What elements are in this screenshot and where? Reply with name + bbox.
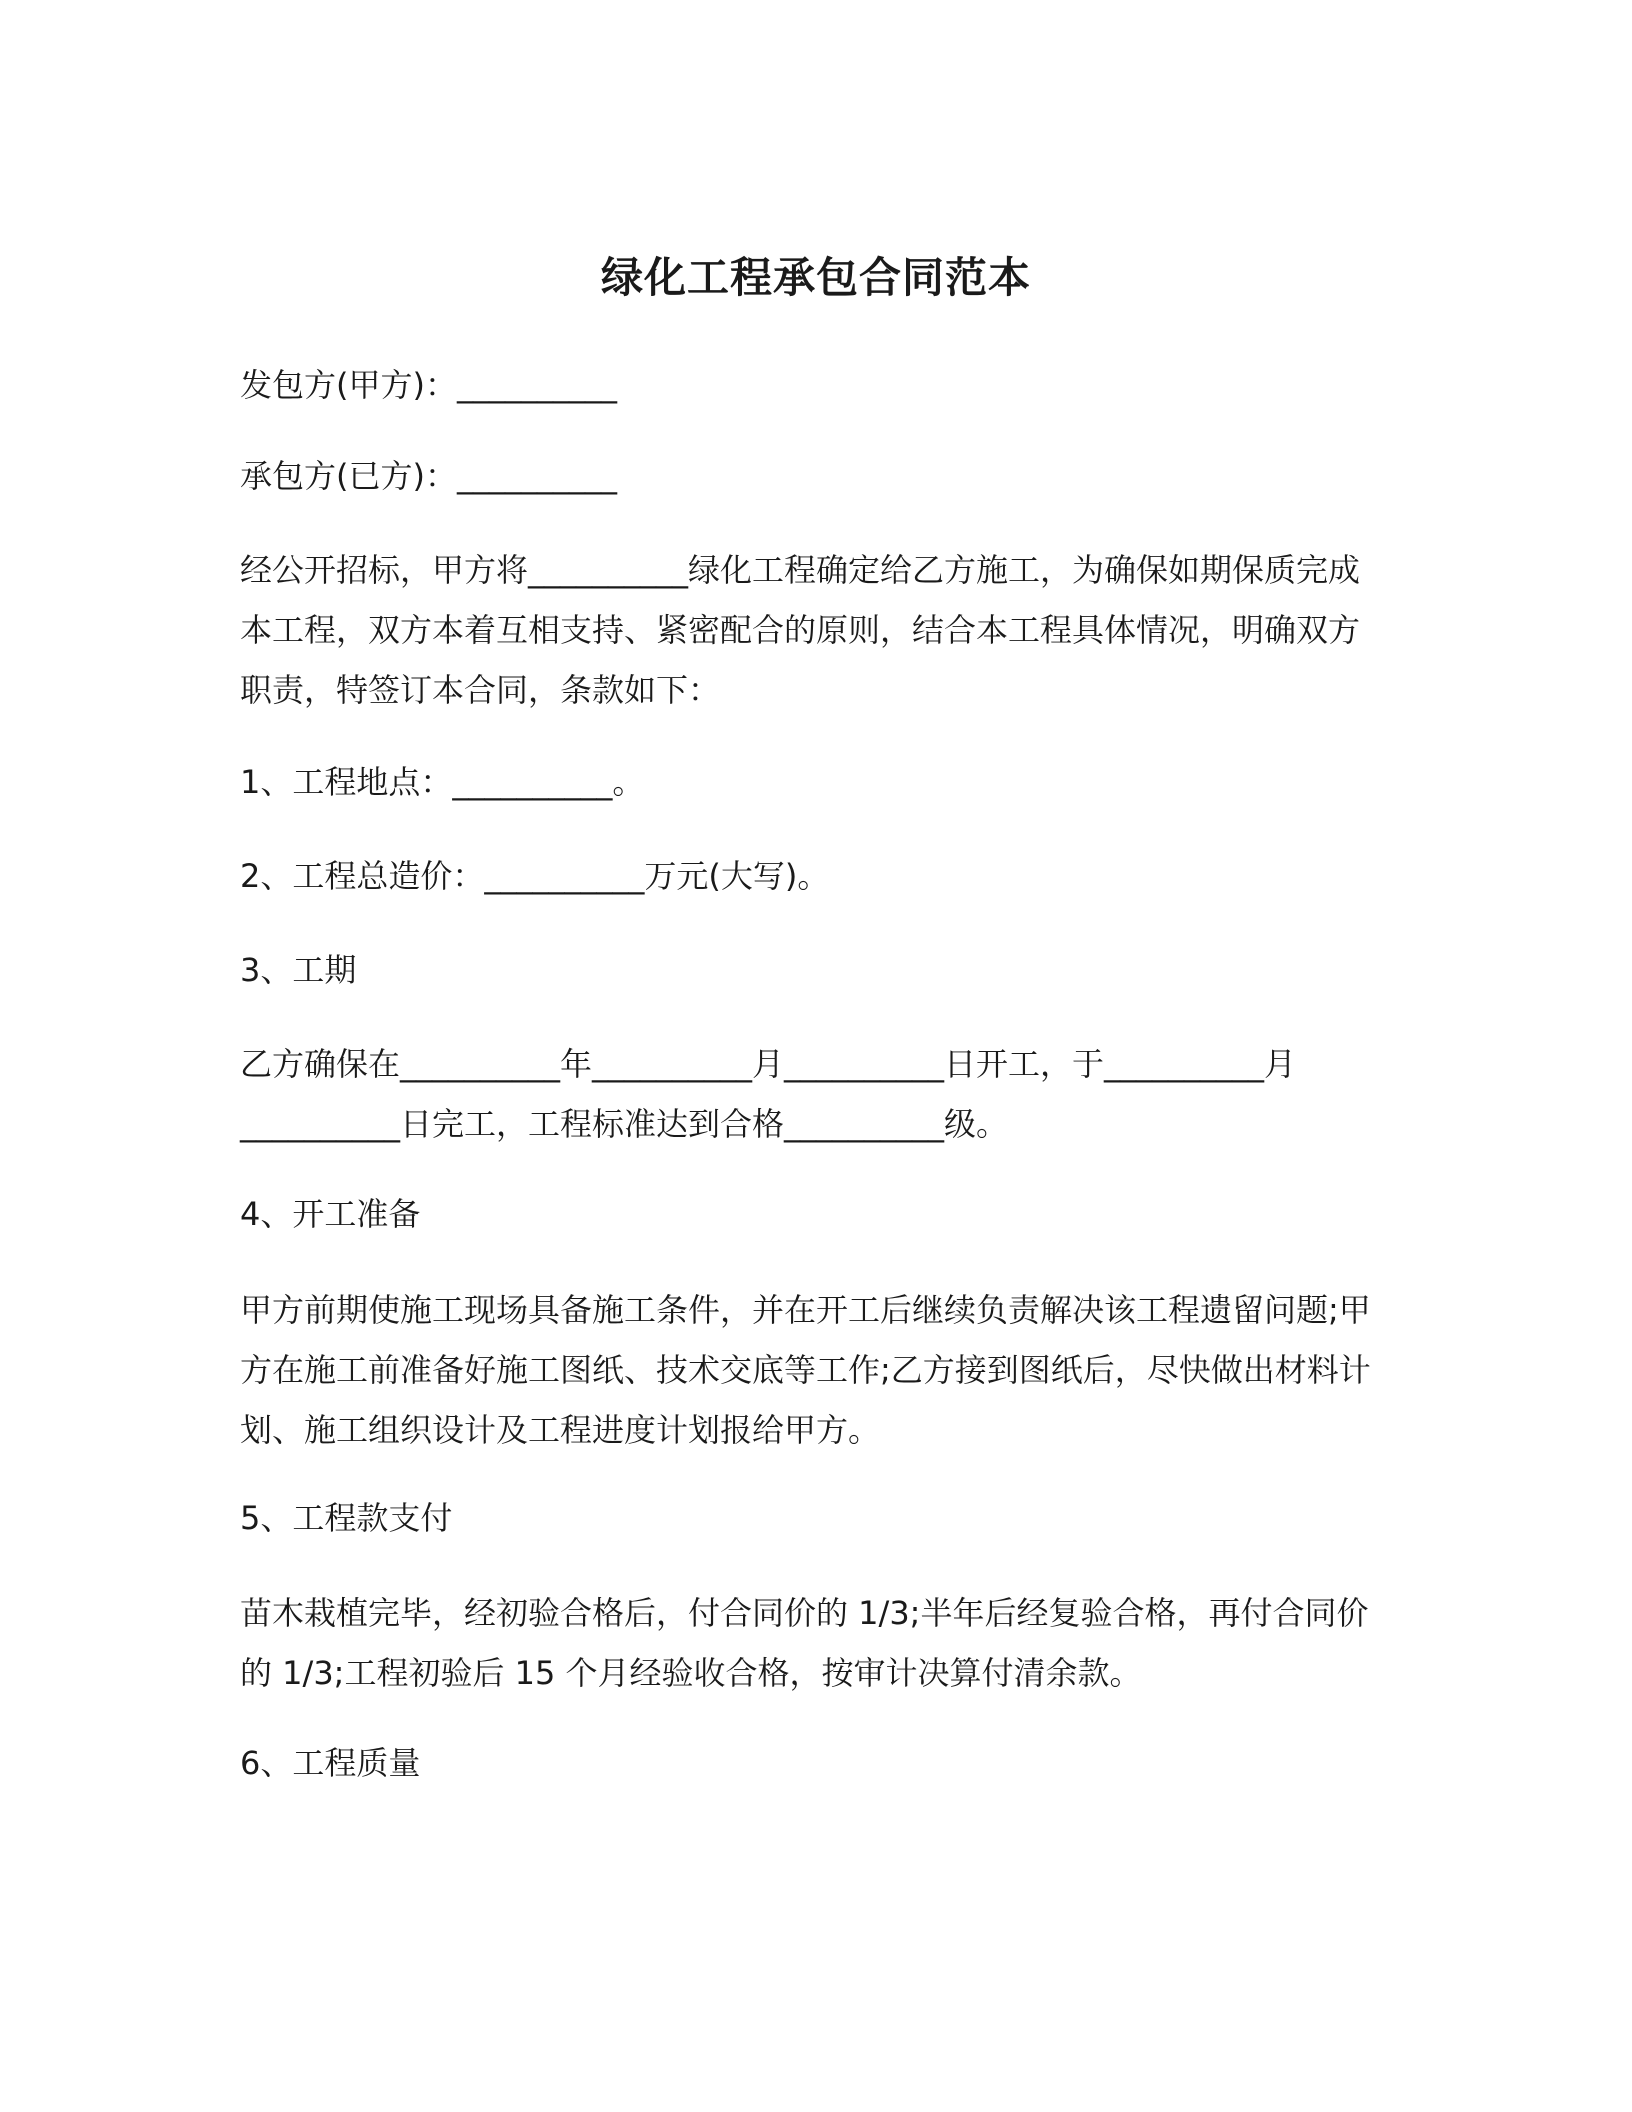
item-6-heading: 6、工程质量 <box>240 1744 421 1782</box>
item-4-heading: 4、开工准备 <box>240 1195 421 1233</box>
item-5-heading: 5、工程款支付 <box>240 1499 453 1537</box>
item-5-line: 的 1/3;工程初验后 15 个月经验收合格，按审计决算付清余款。 <box>240 1654 1142 1692</box>
item-5-line: 苗木栽植完毕，经初验合格后，付合同价的 1/3;半年后经复验合格，再付合同价 <box>240 1594 1369 1632</box>
item-4-line: 划、施工组织设计及工程进度计划报给甲方。 <box>240 1411 881 1449</box>
intro-paragraph <box>240 540 1390 720</box>
intro-line: 职责，特签订本合同，条款如下： <box>240 671 721 709</box>
item-3-heading: 3、工期 <box>240 951 357 989</box>
item-3-line: 乙方确保在__________年__________月__________日开工，于__________月 <box>240 1045 1297 1083</box>
item-2-price: 2、工程总造价：__________万元(大写)。 <box>240 857 830 895</box>
item-3-line: __________日完工，工程标准达到合格__________级。 <box>240 1105 1009 1143</box>
item-4-line: 甲方前期使施工现场具备施工条件，并在开工后继续负责解决该工程遗留问题;甲 <box>240 1291 1371 1329</box>
item-4-paragraph <box>240 1280 1390 1460</box>
item-5-paragraph <box>240 1583 1390 1703</box>
party-b-line: 承包方(已方)：__________ <box>240 457 617 495</box>
party-a-line: 发包方(甲方)：__________ <box>240 366 617 404</box>
item-4-line: 方在施工前准备好施工图纸、技术交底等工作;乙方接到图纸后，尽快做出材料计 <box>240 1351 1371 1389</box>
intro-line: 本工程，双方本着互相支持、紧密配合的原则，结合本工程具体情况，明确双方 <box>240 611 1361 649</box>
intro-line: 经公开招标，甲方将__________绿化工程确定给乙方施工，为确保如期保质完成 <box>240 551 1361 589</box>
item-3-paragraph <box>240 1034 1390 1154</box>
item-1-location: 1、工程地点：__________。 <box>240 763 645 801</box>
document-title: 绿化工程承包合同范本 <box>600 253 1031 302</box>
